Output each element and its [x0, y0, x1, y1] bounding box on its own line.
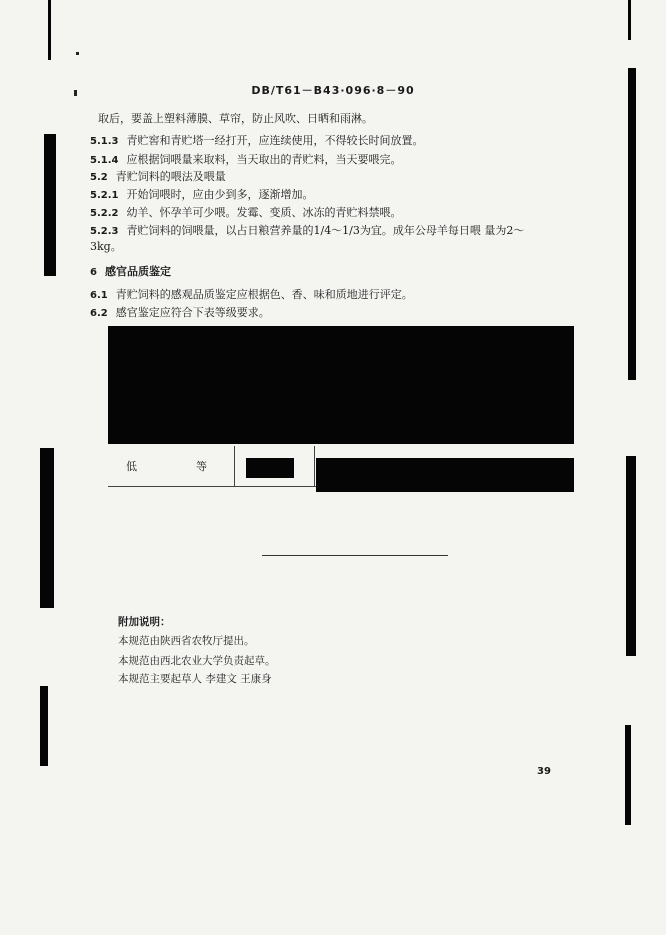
- body-line: [90, 134, 423, 149]
- clause-number: 6.1: [90, 290, 108, 301]
- grade-label-char-2: 等: [196, 460, 207, 473]
- notes-line: 本规范由陕西省农牧厅提出。: [118, 635, 255, 647]
- scan-bar-right-2: [626, 456, 636, 656]
- scan-bar-top-right: [628, 0, 631, 40]
- clause-text: 幼羊、怀孕羊可少喂。发霉、变质、冰冻的青贮料禁喂。: [126, 206, 402, 219]
- scan-bar-right-1: [628, 68, 636, 380]
- grade-table: [108, 326, 574, 496]
- clause-number: 5.2.2: [90, 208, 119, 219]
- scan-bar-right-3: [625, 725, 631, 825]
- clause-text: 青贮窖和青贮塔一经打开，应连续使用，不得较长时间放置。: [126, 134, 424, 147]
- body-line: [90, 188, 313, 203]
- clause-text: 开始饲喂时，应由少到多，逐渐增加。: [126, 188, 314, 201]
- table-redaction-main: [108, 326, 574, 444]
- clause-text: 青贮饲料的感观品质鉴定应根据色、香、味和质地进行评定。: [115, 288, 413, 301]
- clause-number: 5.2.3: [90, 226, 119, 237]
- clause-text: 3kg。: [90, 240, 122, 253]
- cell-redaction: [246, 458, 294, 478]
- clause-number: 6.2: [90, 308, 108, 319]
- page-number: 39: [537, 766, 551, 777]
- body-line: [90, 170, 226, 185]
- body-line: [90, 288, 413, 303]
- section-number: 6: [90, 267, 97, 278]
- body-line: [90, 112, 373, 127]
- clause-text: 取后，要盖上塑料薄膜、草帘，防止风吹、日晒和雨淋。: [98, 112, 373, 125]
- end-rule: [262, 555, 448, 556]
- body-line: [90, 306, 270, 321]
- body-line: [90, 153, 401, 168]
- document-header: DB/T61－B43·096·8－90: [251, 84, 415, 97]
- table-cell-grade: [108, 446, 235, 486]
- clause-number: 5.1.3: [90, 136, 119, 147]
- notes-line: 本规范由西北农业大学负责起草。: [118, 655, 276, 667]
- body-line: [90, 206, 401, 221]
- scan-bar-left-1: [44, 134, 56, 276]
- body-line: [90, 240, 122, 254]
- scan-speck: [76, 52, 79, 55]
- cell-redaction-wide: [316, 458, 574, 492]
- scan-bar-left-3: [40, 686, 48, 766]
- notes-title: 附加说明：: [118, 616, 171, 628]
- clause-text: 感官鉴定应符合下表等级要求。: [115, 306, 270, 319]
- body-line: [90, 224, 524, 239]
- section-heading: [90, 265, 171, 280]
- scan-bar-left-2: [40, 448, 54, 608]
- notes-line: 本规范主要起草人 李建文 王康身: [118, 673, 272, 685]
- table-cell-color: [234, 446, 315, 486]
- clause-text: 青贮饲料的喂法及喂量: [115, 170, 226, 183]
- clause-number: 5.1.4: [90, 155, 119, 166]
- clause-number: 5.2.1: [90, 190, 119, 201]
- section-title: 感官品质鉴定: [104, 265, 171, 278]
- clause-text: 青贮饲料的饲喂量，以占日粮营养量的1/4～1/3为宜。成年公母羊每日喂 量为2～: [126, 224, 525, 237]
- clause-text: 应根据饲喂量来取料，当天取出的青贮料，当天要喂完。: [126, 153, 402, 166]
- scan-bar-top-left: [48, 0, 51, 60]
- clause-number: 5.2: [90, 172, 108, 183]
- grade-label-char-1: 低: [126, 460, 137, 473]
- table-row-low-grade: [108, 446, 574, 487]
